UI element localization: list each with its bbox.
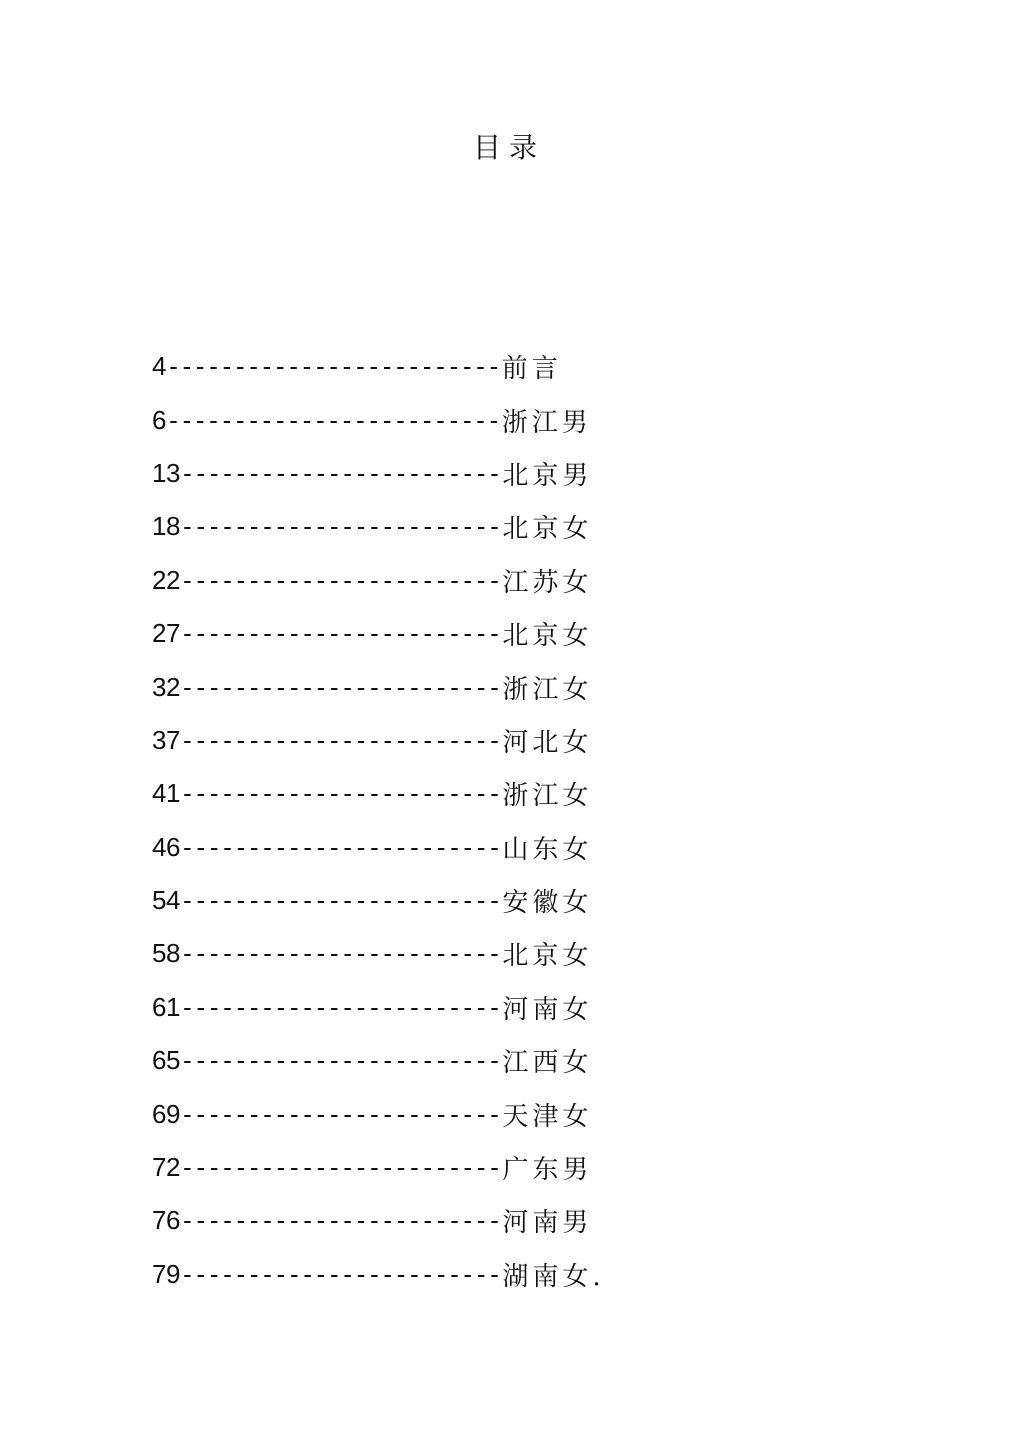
toc-entry-label: 安徽女 (502, 888, 593, 919)
toc-leader: ------------------------ (179, 1206, 501, 1236)
toc-leader: ------------------------ (179, 1046, 501, 1076)
page-title: 目录 (472, 131, 545, 164)
toc-page-number: 13 (152, 457, 180, 488)
toc-entry-label: 浙江女 (502, 674, 593, 705)
toc-leader: ------------------------ (179, 672, 501, 702)
toc-entry-label: 河南女 (502, 994, 593, 1025)
toc-page-number: 32 (152, 671, 180, 702)
toc-entry-label: 河南男 (502, 1208, 593, 1239)
toc-leader: ------------------------ (179, 992, 501, 1022)
toc-entry (152, 767, 605, 820)
toc-entry-label: 北京男 (502, 460, 593, 491)
toc-entry (152, 1034, 605, 1087)
toc-entry-label: 江苏女 (502, 567, 593, 598)
toc-leader: ------------------------ (179, 458, 501, 488)
toc-page-number: 46 (152, 831, 180, 862)
toc-page-number: 54 (152, 885, 180, 916)
toc-page-number: 6 (152, 404, 166, 435)
toc-entry-label: 江西女 (502, 1048, 593, 1079)
toc-entry (152, 660, 605, 713)
toc-leader: ------------------------ (179, 1153, 501, 1183)
toc-entry (152, 927, 605, 980)
toc-leader: ------------------------ (179, 512, 501, 542)
toc-entry (152, 1141, 605, 1194)
toc-entry (152, 500, 605, 553)
toc-entry (152, 393, 605, 446)
toc-entry-label: 广东男 (502, 1155, 593, 1186)
toc-leader: ------------------------ (179, 886, 501, 916)
toc-entry (152, 447, 605, 500)
toc-entry (152, 714, 605, 767)
toc-entry-label: 北京女 (502, 621, 593, 652)
toc-entry (152, 1194, 605, 1247)
toc-entry (152, 340, 605, 393)
toc-entry (152, 874, 605, 927)
toc-entry (152, 607, 605, 660)
toc-entry (152, 981, 605, 1034)
toc-leader: ------------------------ (179, 779, 501, 809)
toc-page-number: 41 (152, 778, 180, 809)
toc-leader: ------------------------ (179, 1259, 501, 1289)
toc-leader: ------------------------- (165, 405, 500, 435)
toc-page-number: 27 (152, 618, 180, 649)
toc-entry-label: 浙江女 (502, 781, 593, 812)
toc-entry-label: 天津女 (502, 1101, 593, 1132)
toc-leader: ------------------------ (179, 619, 501, 649)
toc-page-number: 79 (152, 1258, 180, 1289)
toc-leader: ------------------------ (179, 832, 501, 862)
toc-leader: ------------------------ (179, 565, 501, 595)
toc-page-number: 69 (152, 1098, 180, 1129)
toc-leader: ------------------------- (165, 352, 500, 382)
toc-entry-label: 北京女 (502, 514, 593, 545)
toc-page-number: 76 (152, 1205, 180, 1236)
toc-entry-label: 浙江男 (501, 407, 592, 438)
toc-page-number: 18 (152, 511, 180, 542)
toc-entry-label: 前言 (501, 354, 562, 385)
toc-page-number: 72 (152, 1152, 180, 1183)
toc-page-number: 58 (152, 938, 180, 969)
toc-page-number: 37 (152, 724, 180, 755)
toc-entry-label: 山东女 (502, 834, 593, 865)
toc-entry-label: 湖南女. (502, 1261, 605, 1292)
toc-entry (152, 821, 605, 874)
toc-entry-label: 北京女 (502, 941, 593, 972)
toc-entry (152, 554, 605, 607)
table-of-contents (152, 340, 605, 1301)
toc-page-number: 22 (152, 564, 180, 595)
toc-page-number: 65 (152, 1045, 180, 1076)
toc-entry (152, 1248, 605, 1301)
toc-leader: ------------------------ (179, 725, 501, 755)
toc-page-number: 61 (152, 991, 180, 1022)
toc-leader: ------------------------ (179, 939, 501, 969)
toc-entry-label: 河北女 (502, 727, 593, 758)
toc-leader: ------------------------ (179, 1099, 501, 1129)
toc-entry (152, 1087, 605, 1140)
toc-page-number: 4 (152, 351, 166, 382)
